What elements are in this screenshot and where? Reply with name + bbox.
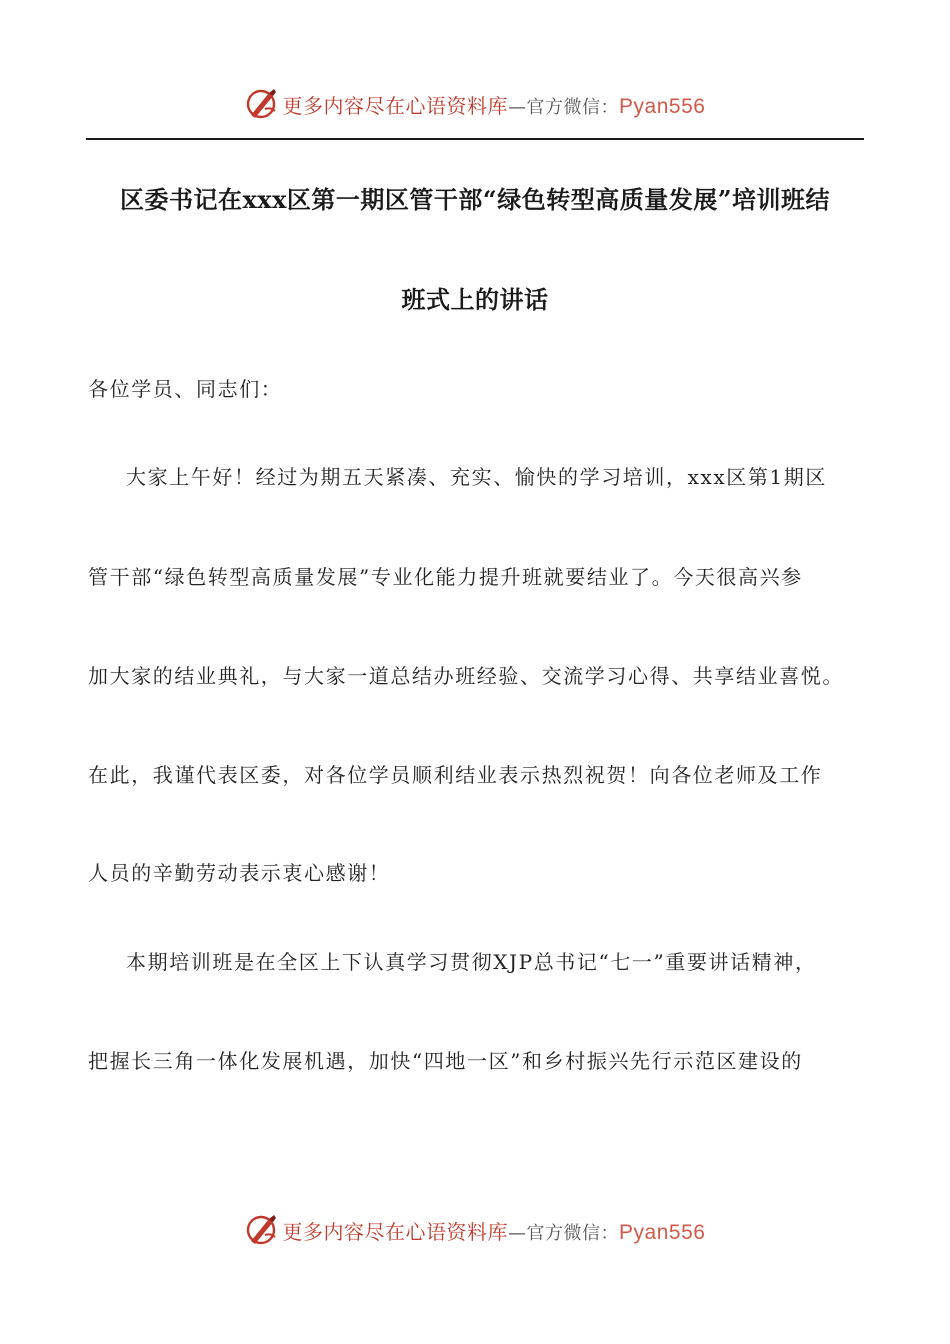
header-banner: [0, 84, 950, 124]
paragraph-1-line-4: 在此，我谨代表区委，对各位学员顺利结业表示热烈祝贺！向各位老师及工作: [88, 763, 823, 787]
banner-wechat-id: Pyan556: [619, 94, 706, 118]
banner-main-text: 更多内容尽在心语资料库: [282, 93, 509, 118]
document-title-line-1: 区委书记在xxx区第一期区管干部“绿色转型高质量发展”培训班结: [119, 185, 831, 214]
paragraph-1-line-2: 管干部“绿色转型高质量发展”专业化能力提升班就要结业了。今天很高兴参: [88, 565, 803, 589]
banner-sub-text: 官方微信：: [526, 96, 620, 118]
banner-dash: —: [508, 96, 527, 118]
banner-wechat-id: Pyan556: [619, 1220, 706, 1244]
paragraph-2-line-2: 把握长三角一体化发展机遇，加快“四地一区”和乡村振兴先行示范区建设的: [88, 1049, 803, 1073]
banner-dash: —: [508, 1222, 527, 1244]
header-divider: [86, 138, 864, 140]
paragraph-2-line-1: 本期培训班是在全区上下认真学习贯彻XJP总书记“七一”重要讲话精神，: [126, 950, 817, 974]
banner-text: [283, 90, 706, 119]
paragraph-1-line-1: 大家上午好！经过为期五天紧凑、充实、愉快的学习培训，xxx区第1期区: [126, 465, 827, 489]
paragraph-1-line-3: 加大家的结业典礼，与大家一道总结办班经验、交流学习心得、共享结业喜悦。: [88, 664, 844, 688]
pen-logo-icon: [245, 1213, 279, 1247]
paragraph-1-line-5: 人员的辛勤劳动表示衷心感谢！: [88, 861, 391, 885]
banner-text: [283, 1216, 706, 1245]
pen-logo-icon: [245, 87, 279, 121]
salutation: 各位学员、同志们：: [88, 377, 283, 401]
document-title-line-2: 班式上的讲话: [401, 285, 549, 314]
banner-sub-text: 官方微信：: [526, 1222, 620, 1244]
banner-main-text: 更多内容尽在心语资料库: [282, 1219, 509, 1244]
footer-banner: [0, 1210, 950, 1250]
